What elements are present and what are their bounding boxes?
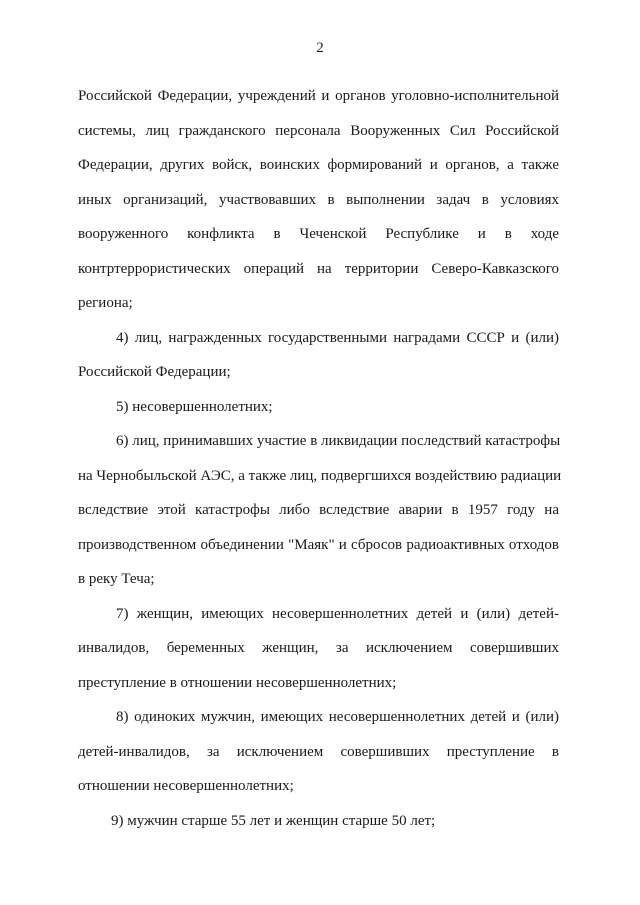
text-line: детей-инвалидов, за исключением совершивших преступление в bbox=[78, 743, 559, 760]
text-line: вооруженного конфликта в Чеченской Республике и в ходе bbox=[78, 226, 559, 242]
paragraph-continuation bbox=[78, 85, 559, 315]
text-line: иных организаций, участвовавших в выполнении задач в условиях bbox=[78, 191, 559, 208]
text-line: отношении несовершеннолетних; bbox=[78, 778, 294, 794]
document-body bbox=[78, 85, 562, 844]
text-line: вследствие этой катастрофы либо вследствие аварии в 1957 году на bbox=[78, 502, 559, 518]
list-item-9 bbox=[78, 810, 559, 833]
text-line: производственном объединении "Маяк" и сбросов радиоактивных отходов bbox=[78, 536, 559, 553]
text-line: Российской Федерации; bbox=[78, 364, 231, 380]
text-line: 6) лиц, принимавших участие в ликвидации последствий катастрофы bbox=[116, 433, 561, 449]
text-line: контртеррористических операций на территории Северо-Кавказского bbox=[78, 260, 559, 277]
text-line: региона; bbox=[78, 295, 133, 311]
list-item-4 bbox=[78, 327, 559, 385]
text-line: инвалидов, беременных женщин, за исключением совершивших bbox=[78, 640, 559, 656]
text-line: 4) лиц, награжденных государственными наградами СССР и (или) bbox=[116, 329, 559, 346]
text-line: 7) женщин, имеющих несовершеннолетних детей и (или) детей- bbox=[116, 605, 559, 622]
text-line: в реку Теча; bbox=[78, 571, 155, 587]
text-line: системы, лиц гражданского персонала Вооруженных Сил Российской bbox=[78, 122, 559, 139]
text-line: на Чернобыльской АЭС, а также лиц, подвергшихся воздействию радиации bbox=[78, 467, 562, 484]
text-line: Российской Федерации, учреждений и органов уголовно-исполнительной bbox=[78, 88, 559, 104]
list-item-8 bbox=[78, 706, 559, 798]
text-line: 9) мужчин старше 55 лет и женщин старше 50 лет; bbox=[111, 812, 436, 829]
list-item-6 bbox=[78, 430, 562, 591]
text-line: 5) несовершеннолетних; bbox=[116, 398, 273, 415]
list-item-7 bbox=[78, 603, 559, 695]
list-item-5 bbox=[78, 396, 559, 419]
text-line: 8) одиноких мужчин, имеющих несовершеннолетних детей и (или) bbox=[116, 709, 559, 725]
page-number: 2 bbox=[316, 40, 324, 56]
text-line: преступление в отношении несовершеннолетних; bbox=[78, 674, 397, 691]
text-line: Федерации, других войск, воинских формирований и органов, а также bbox=[78, 157, 559, 173]
